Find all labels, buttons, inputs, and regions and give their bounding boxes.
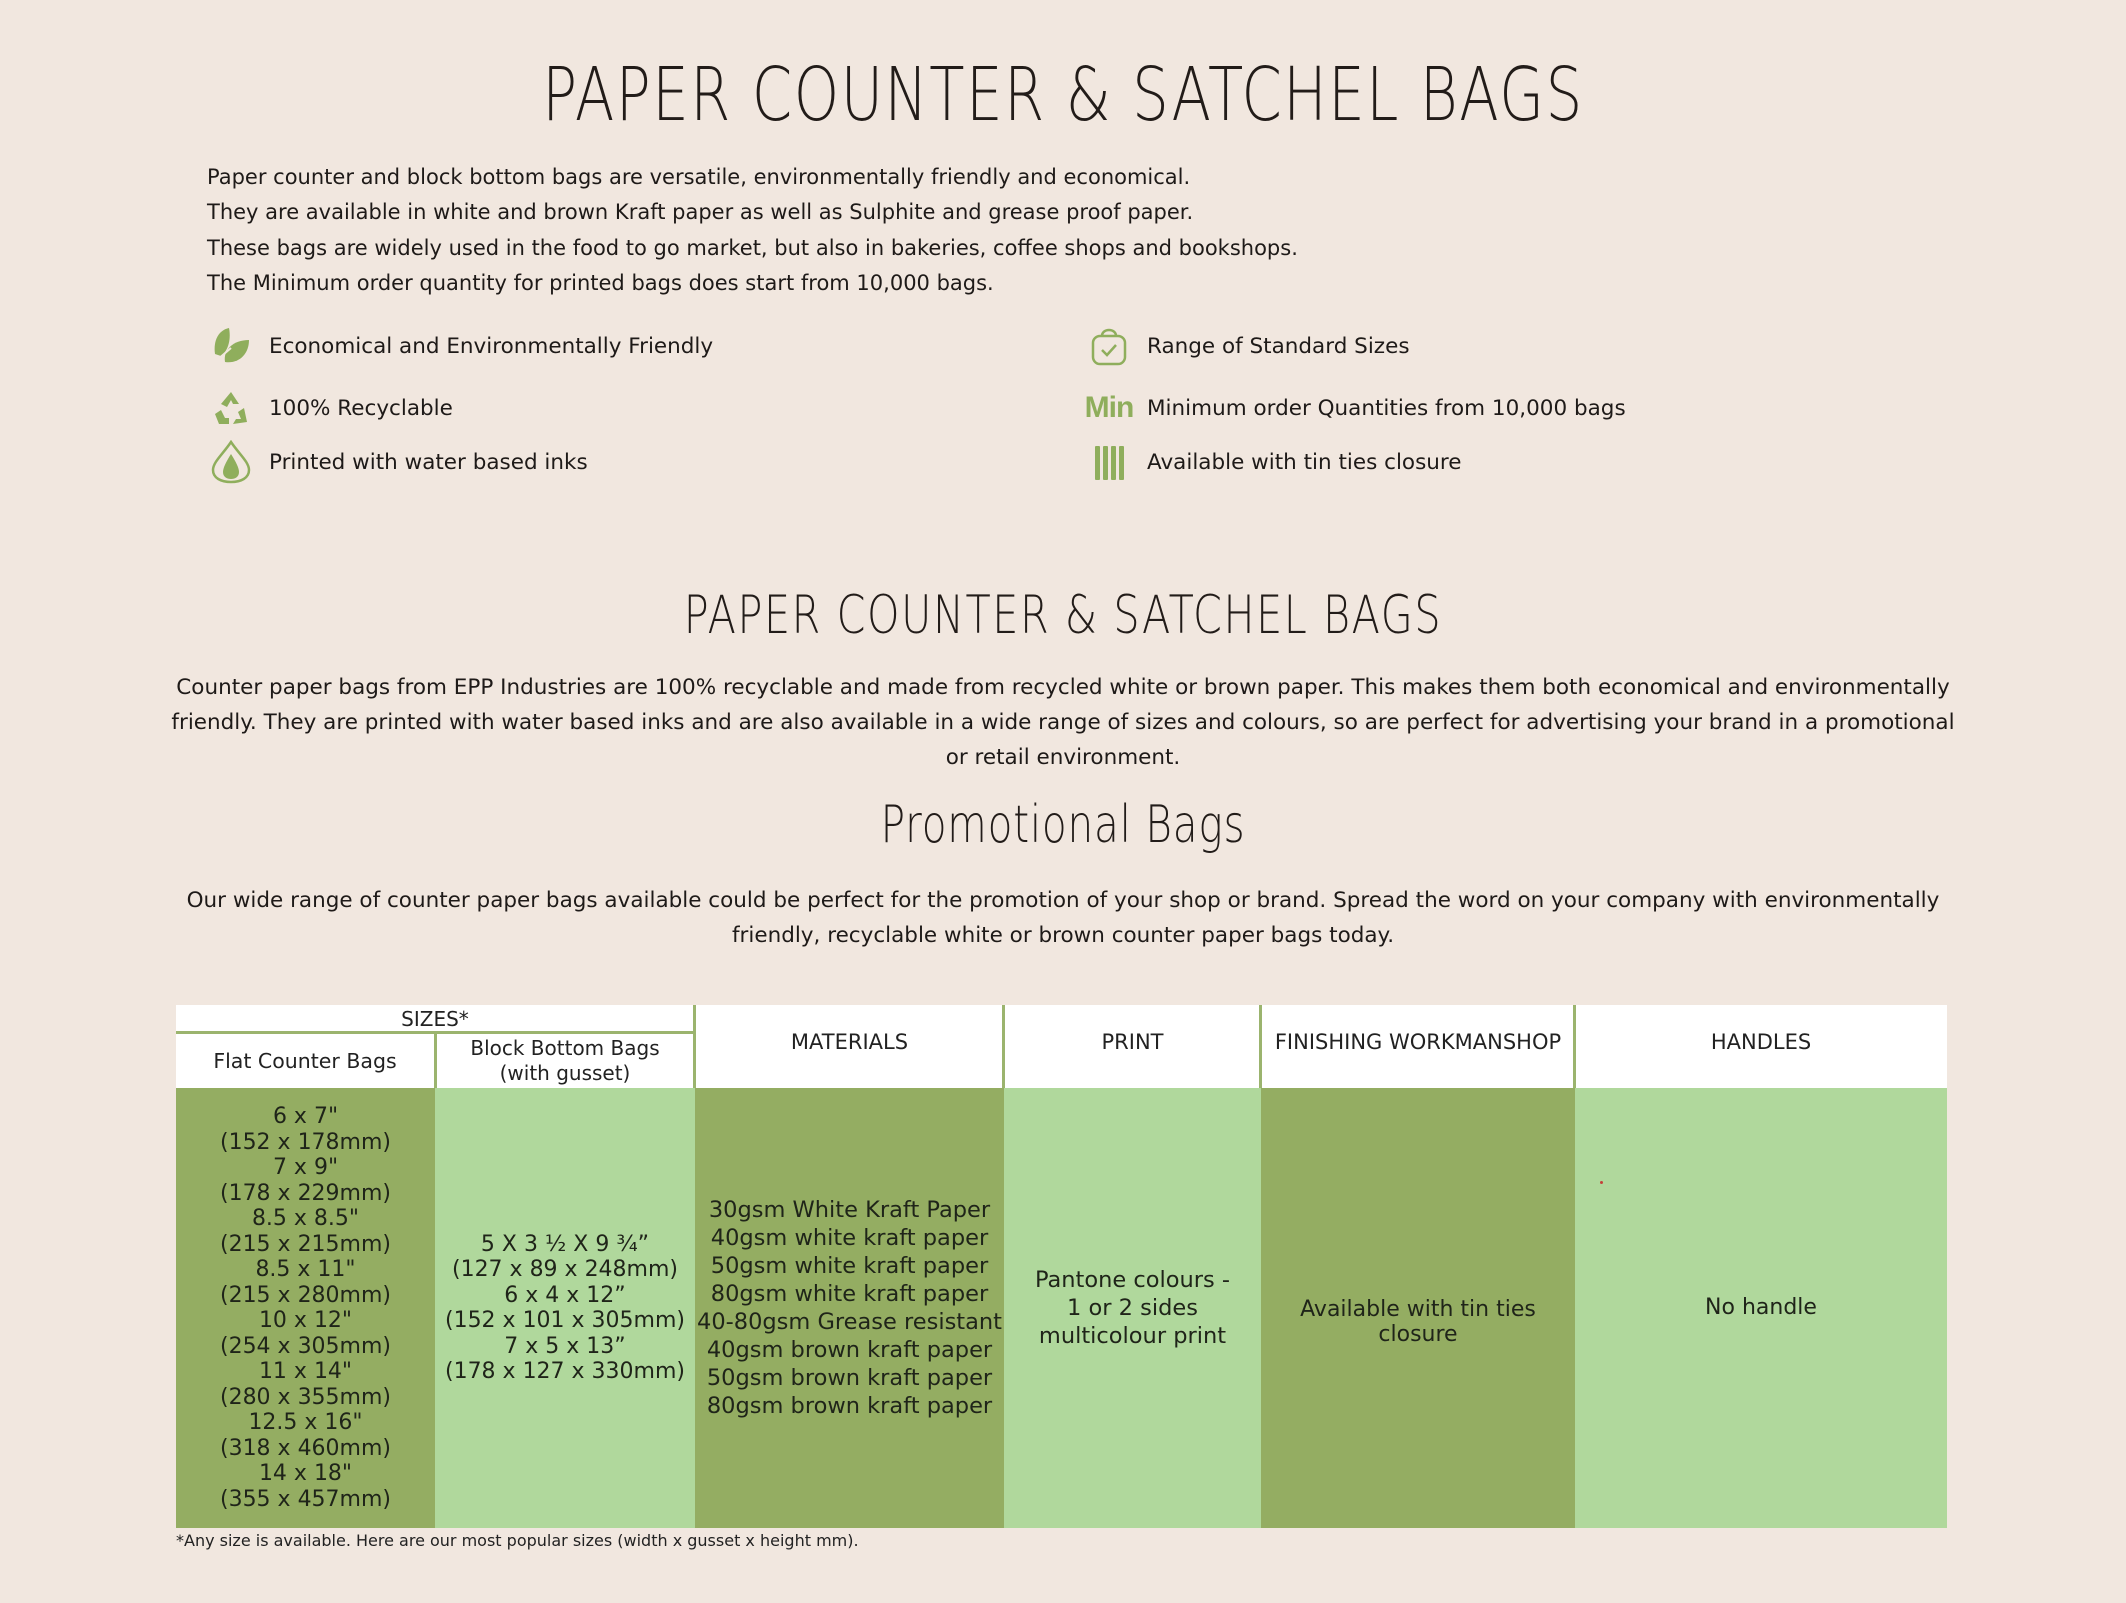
size-line: (215 x 280mm) (219, 1282, 391, 1308)
size-line: 14 x 18" (258, 1461, 353, 1486)
promotional-bags-title: Promotional Bags (880, 795, 1246, 855)
feature-label: 100% Recyclable (269, 395, 453, 421)
size-line: 7 x 9" (272, 1155, 339, 1180)
header-divider (434, 1032, 437, 1088)
intro-line: They are available in white and brown Kraft paper as well as Sulphite and grease proof paper. (207, 200, 1194, 225)
size-line: 6 x 4 x 12” (504, 1282, 626, 1308)
block-bottom-header-line: Block Bottom Bags (470, 1035, 660, 1060)
materials-column (695, 1088, 1004, 1528)
material-line: 40gsm white kraft paper (710, 1225, 989, 1251)
intro-text (207, 160, 1298, 301)
feature-item (1086, 385, 1626, 431)
leaf-icon (208, 323, 254, 369)
page-title: PAPER COUNTER & SATCHEL BAGS (542, 52, 1584, 138)
block-bottom-header (436, 1033, 694, 1088)
finishing-text: Available with tin ties closure (1300, 1296, 1536, 1347)
size-line: 5 X 3 ½ X 9 ¾” (480, 1231, 650, 1257)
header-divider (1573, 1005, 1576, 1088)
flat-sizes-column (176, 1088, 435, 1528)
block-bottom-header-line: (with gusset) (499, 1060, 631, 1085)
size-line: (355 x 457mm) (219, 1486, 391, 1512)
size-line: 8.5 x 8.5" (251, 1206, 360, 1231)
size-line: 7 x 5 x 13” (504, 1333, 626, 1359)
size-line: (254 x 305mm) (219, 1333, 391, 1359)
print-line: Pantone colours - (1034, 1267, 1231, 1293)
materials-header: MATERIALS (695, 1005, 1004, 1088)
material-line: 80gsm white kraft paper (710, 1281, 989, 1307)
size-line: (127 x 89 x 248mm) (451, 1257, 678, 1282)
section-description: Counter paper bags from EPP Industries are 100% recyclable and made from recycled white or brown paper. This makes them both economical and environmentally friendly. They are printed with water based inks and are also available in a wide range of sizes and colours, so are perfect for advertising your brand in a promotional or retail environment. (171, 675, 1955, 770)
size-line: (178 x 229mm) (219, 1180, 391, 1206)
intro-line: These bags are widely used in the food to go market, but also in bakeries, coffee shops and bookshops. (207, 235, 1298, 260)
product-spec-table (176, 1005, 1947, 1528)
water-drop-icon (208, 439, 254, 485)
feature-item (1086, 439, 1462, 485)
shopping-bag-check-icon (1086, 323, 1132, 369)
feature-label: Range of Standard Sizes (1147, 333, 1410, 359)
size-line: (280 x 355mm) (219, 1384, 391, 1410)
print-column (1004, 1088, 1261, 1528)
feature-label: Printed with water based inks (269, 449, 588, 475)
section-title: PAPER COUNTER & SATCHEL BAGS (683, 585, 1443, 646)
handles-column (1575, 1088, 1947, 1528)
block-sizes-column (435, 1088, 695, 1528)
print-line: multicolour print (1038, 1323, 1227, 1349)
size-line: (178 x 127 x 330mm) (444, 1359, 685, 1384)
material-line: 80gsm brown kraft paper (706, 1393, 993, 1419)
intro-line: The Minimum order quantity for printed bags does start from 10,000 bags. (207, 270, 994, 295)
size-line: 6 x 7" (272, 1104, 339, 1129)
handles-text: No handle (1705, 1295, 1817, 1321)
intro-line: Paper counter and block bottom bags are versatile, environmentally friendly and economical. (207, 165, 1191, 189)
recycle-icon (208, 385, 254, 431)
feature-label: Minimum order Quantities from 10,000 bags (1147, 395, 1626, 421)
print-header: PRINT (1004, 1005, 1261, 1088)
finishing-header: FINISHING WORKMANSHOP (1261, 1005, 1575, 1088)
material-line: 30gsm White Kraft Paper (708, 1197, 991, 1223)
size-line: (318 x 460mm) (219, 1435, 391, 1461)
size-line: 10 x 12" (258, 1308, 353, 1333)
header-divider (1259, 1005, 1262, 1088)
size-line: (152 x 101 x 305mm) (444, 1308, 685, 1333)
table-footnote: *Any size is available. Here are our most popular sizes (width x gusset x height mm). (176, 1531, 859, 1550)
material-line: 40gsm brown kraft paper (706, 1337, 993, 1363)
finishing-column (1261, 1088, 1575, 1528)
header-divider (1002, 1005, 1005, 1088)
feature-item (1086, 323, 1410, 369)
min-icon: Min (1084, 391, 1134, 424)
sizes-header: SIZES* (176, 1005, 694, 1032)
material-line: 50gsm white kraft paper (710, 1253, 989, 1279)
promotional-description: Our wide range of counter paper bags available could be perfect for the promotion of your shop or brand. Spread the word on your company with environmentally friendly, recyclable white or brown counter paper bags today. (186, 888, 1940, 948)
size-line: 12.5 x 16" (248, 1410, 363, 1435)
feature-item (208, 323, 713, 369)
feature-item (208, 385, 453, 431)
size-line: 8.5 x 11" (255, 1257, 356, 1282)
flat-counter-header: Flat Counter Bags (176, 1033, 434, 1088)
tin-ties-icon (1086, 439, 1132, 485)
print-line: 1 or 2 sides (1067, 1295, 1198, 1321)
decorative-dot (1600, 1181, 1603, 1184)
material-line: 40-80gsm Grease resistant (697, 1309, 1002, 1335)
size-line: (152 x 178mm) (219, 1129, 391, 1155)
feature-label: Available with tin ties closure (1147, 449, 1462, 475)
feature-label: Economical and Environmentally Friendly (269, 333, 714, 359)
size-line: (215 x 215mm) (219, 1231, 391, 1257)
size-line: 11 x 14" (258, 1359, 353, 1384)
feature-item (208, 439, 588, 485)
material-line: 50gsm brown kraft paper (706, 1365, 993, 1391)
header-divider (693, 1005, 696, 1088)
handles-header: HANDLES (1575, 1005, 1947, 1088)
